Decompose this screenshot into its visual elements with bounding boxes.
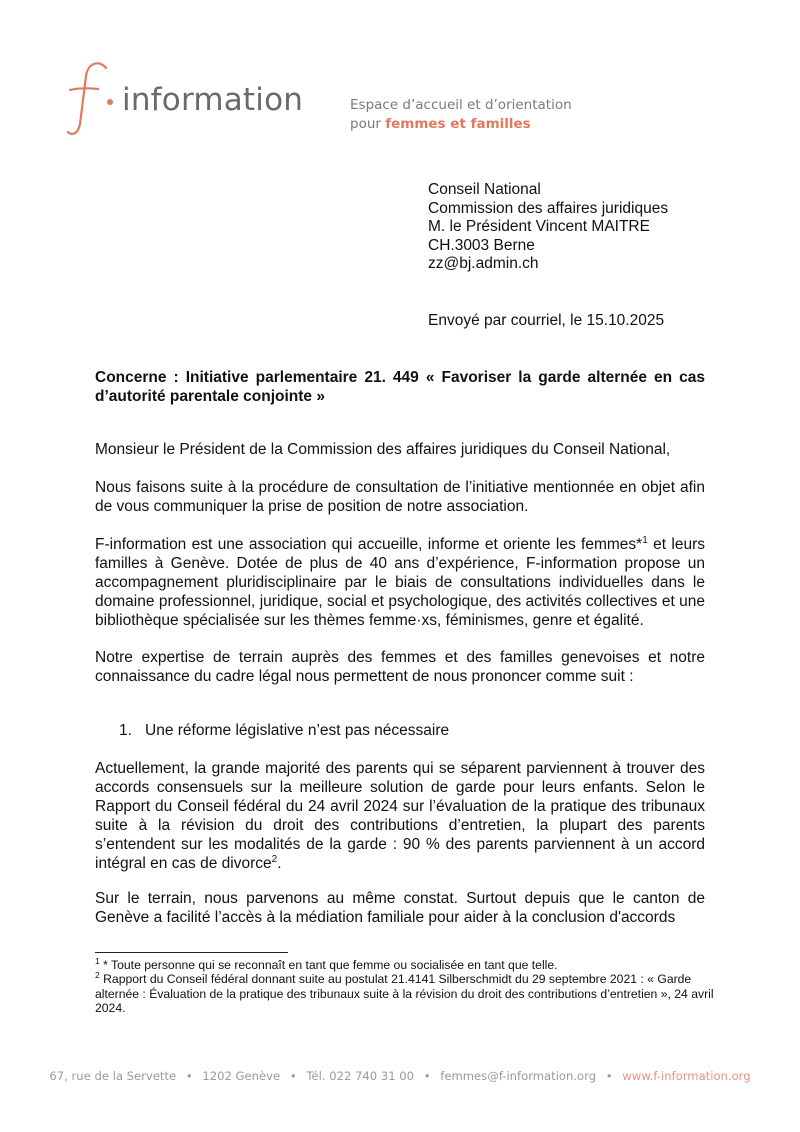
paragraph-text: et leurs familles à Genève. Dotée de plus de 40 ans d’expérience, F-information propose un accompagnement pluridisciplinaire par le biais de consultations individuelles dans le domaine professionnel, juridique, social et psychologique, des activités collectives et une bibliothèque spécialisée sur les thèmes femme·xs, féminismes, genre et égalité. xyxy=(95,536,705,629)
footer-separator: • xyxy=(185,1069,193,1083)
subject-line: Concerne : Initiative parlementaire 21. 449 « Favoriser la garde alternée en cas d’autorité parentale conjointe » xyxy=(95,369,705,405)
paragraph-association xyxy=(95,535,705,630)
paragraph-text: F-information est une association qui accueille, informe et oriente les femmes* xyxy=(95,536,643,553)
footer-phone xyxy=(306,1069,414,1083)
paragraph-text: . xyxy=(277,855,282,872)
recipient-address xyxy=(428,181,668,274)
paragraph-intro: Nous faisons suite à la procédure de consultation de l’initiative mentionnée en objet afin de vous communiquer la prise de position de notre association. xyxy=(95,479,705,515)
footnote-text: * Toute personne qui se reconnaît en tant que femme ou socialisée en tant que telle. xyxy=(99,958,558,972)
footer-separator: • xyxy=(423,1069,431,1083)
footer-separator: • xyxy=(289,1069,297,1083)
address-line: zz@bj.admin.ch xyxy=(428,255,539,272)
footer-email[interactable]: femmes@f-information.org xyxy=(440,1069,597,1083)
section-heading xyxy=(119,722,449,740)
footnote xyxy=(95,955,715,972)
logo-wordmark: information xyxy=(122,82,304,118)
footnotes xyxy=(95,955,715,1015)
footnote-divider xyxy=(95,952,288,953)
footnote xyxy=(95,972,715,1015)
address-line: Commission des affaires juridiques xyxy=(428,199,669,217)
footnote-text: Rapport du Conseil fédéral donnant suite au postulat 21.4141 Silberschmidt du 29 septembre 2021 : « Garde alternée : Évaluation de la pratique des tribunaux suite à la révision du droit des contributions d’entretien », 24 avril 2024. xyxy=(95,972,714,1015)
footnote-ref: 2 xyxy=(271,853,278,865)
sent-date: Envoyé par courriel, le 15.10.2025 xyxy=(428,312,665,329)
tagline-line2 xyxy=(350,115,572,134)
paragraph-expertise: Notre expertise de terrain auprès des femmes et des familles genevoises et notre connaissance du cadre légal nous permettent de nous prononcer comme suit : xyxy=(95,649,705,685)
paragraph-text: Actuellement, la grande majorité des parents qui se séparent parviennent à trouver des accords consensuels sur la meilleure solution de garde pour leurs enfants. Selon le Rapport du Conseil fédéral du 24 avril 2024 sur l’évaluation de la pratique des tribunaux suite à la révision du droit des contributions d’entretien, la plupart des parents s’entendent sur les modalités de la garde : 90 % des parents parviennent à un accord intégral en cas de divorce xyxy=(95,760,705,872)
address-line: M. le Président Vincent MAITRE xyxy=(428,218,650,235)
phone-label: Tél. xyxy=(306,1069,326,1083)
section-number: 1. xyxy=(119,722,132,739)
tagline xyxy=(350,96,572,134)
paragraph-field: Sur le terrain, nous parvenons au même constat. Surtout depuis que le canton de Genève a facilité l’accès à la médiation familiale pour aider à la conclusion d'accords xyxy=(95,890,705,926)
tagline-prefix: pour xyxy=(350,116,386,132)
address-line: Conseil National xyxy=(428,181,541,198)
salutation: Monsieur le Président de la Commission des affaires juridiques du Conseil National, xyxy=(95,441,671,458)
f-logo-icon xyxy=(66,58,122,138)
page-footer xyxy=(0,1069,800,1083)
paragraph-current-situation xyxy=(95,759,705,873)
footnote-mark: 1 xyxy=(95,955,100,966)
footer-website[interactable]: www.f-information.org xyxy=(622,1069,751,1083)
footnote-ref: 1 xyxy=(642,534,648,546)
section-title: Une réforme législative n’est pas nécessaire xyxy=(145,722,450,739)
footer-separator: • xyxy=(605,1069,613,1083)
address-line: CH.3003 Berne xyxy=(428,236,535,254)
footer-city: 1202 Genève xyxy=(202,1069,281,1083)
phone-number: 022 740 31 00 xyxy=(325,1069,415,1083)
footer-address: 67, rue de la Servette xyxy=(49,1069,177,1083)
footnote-mark: 2 xyxy=(95,970,100,981)
tagline-accent: femmes et familles xyxy=(385,116,531,132)
tagline-line1: Espace d’accueil et d’orientation xyxy=(350,97,572,113)
